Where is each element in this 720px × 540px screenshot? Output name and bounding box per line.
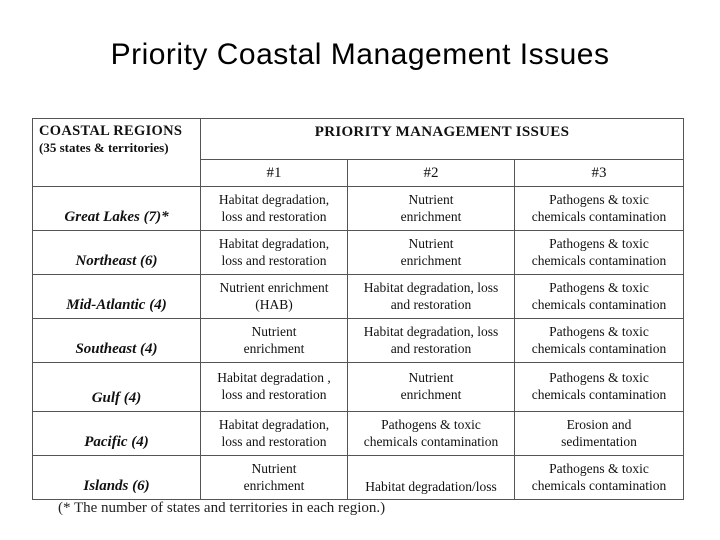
issue-cell <box>515 363 684 412</box>
issue-text-line: loss and restoration <box>221 252 327 268</box>
issue-cell <box>348 412 515 456</box>
issue-cell <box>348 319 515 363</box>
issue-cell <box>515 275 684 319</box>
issue-text-line: chemicals contamination <box>531 252 667 268</box>
issue-cell <box>201 187 348 231</box>
issue-text-line: Nutrient <box>251 323 297 339</box>
issue-cell <box>515 231 684 275</box>
table-row <box>33 412 684 456</box>
issue-text-line: chemicals contamination <box>531 208 667 224</box>
issue-cell <box>515 412 684 456</box>
issue-cell <box>201 363 348 412</box>
issue-text-line: chemicals contamination <box>531 477 667 493</box>
issue-cell <box>201 412 348 456</box>
issue-text-line: loss and restoration <box>221 433 327 449</box>
issue-text-line: Habitat degradation , <box>217 370 331 386</box>
table-row <box>33 456 684 500</box>
issue-text-line: Habitat degradation, loss <box>363 279 499 295</box>
issue-text-line: chemicals contamination <box>363 433 499 449</box>
table-row <box>33 363 684 412</box>
issue-cell <box>348 231 515 275</box>
issue-text-line: Habitat degradation/loss <box>365 479 497 495</box>
issue-cell <box>515 187 684 231</box>
issue-text-line: chemicals contamination <box>531 387 667 402</box>
issue-text-line: sedimentation <box>561 433 637 449</box>
issue-cell <box>515 456 684 500</box>
rank-header: #2 <box>348 160 515 187</box>
issue-text-line: Nutrient <box>408 191 454 207</box>
issue-text-line: Pathogens & toxic <box>549 460 649 476</box>
issue-text-line: and restoration <box>390 340 472 356</box>
footnote: (* The number of states and territories in each region.) <box>58 500 386 516</box>
issue-text-line: enrichment <box>243 340 305 356</box>
issue-cell <box>348 363 515 412</box>
issue-text-line: enrichment <box>400 252 462 268</box>
rank-header: #1 <box>201 160 348 187</box>
issue-text-line: Nutrient <box>408 370 454 386</box>
region-cell: Southeast (4) <box>33 319 201 363</box>
issue-text-line: enrichment <box>243 477 305 493</box>
issue-text-line: chemicals contamination <box>531 340 667 356</box>
region-cell: Great Lakes (7)* <box>33 187 201 231</box>
issue-cell <box>201 275 348 319</box>
region-cell: Northeast (6) <box>33 231 201 275</box>
issue-text-line: loss and restoration <box>221 387 327 402</box>
region-cell: Islands (6) <box>33 456 201 500</box>
issue-text-line: Habitat degradation, loss <box>363 323 499 339</box>
issue-text-line: chemicals contamination <box>531 296 667 312</box>
issue-text-line: enrichment <box>400 208 462 224</box>
issue-text-line: Pathogens & toxic <box>549 323 649 339</box>
priority-issues-table <box>32 118 684 500</box>
slide-title: Priority Coastal Management Issues <box>110 38 610 71</box>
table-row <box>33 231 684 275</box>
issue-cell <box>348 275 515 319</box>
coastal-regions-header-title: COASTAL REGIONS <box>39 123 183 139</box>
issue-text-line: Habitat degradation, <box>218 235 330 251</box>
issue-cell <box>201 456 348 500</box>
issue-cell <box>348 187 515 231</box>
issue-cell <box>201 231 348 275</box>
region-cell: Mid-Atlantic (4) <box>33 275 201 319</box>
issue-text-line: Nutrient enrichment <box>219 279 329 295</box>
region-cell: Gulf (4) <box>33 363 201 412</box>
issue-cell <box>348 456 515 500</box>
coastal-regions-header-subtitle: (35 states & territories) <box>39 140 169 156</box>
issue-text-line: Habitat degradation, <box>218 416 330 432</box>
priority-issues-header: PRIORITY MANAGEMENT ISSUES <box>201 119 684 160</box>
issue-text-line: Pathogens & toxic <box>381 416 481 432</box>
issue-text-line: loss and restoration <box>221 208 327 224</box>
issue-text-line: Erosion and <box>566 416 632 432</box>
region-cell: Pacific (4) <box>33 412 201 456</box>
table-row <box>33 187 684 231</box>
issue-text-line: enrichment <box>400 387 462 402</box>
issue-text-line: Pathogens & toxic <box>549 235 649 251</box>
coastal-regions-header <box>33 119 201 187</box>
table-row <box>33 275 684 319</box>
issue-text-line: Habitat degradation, <box>218 191 330 207</box>
issue-text-line: Nutrient <box>408 235 454 251</box>
issue-text-line: Pathogens & toxic <box>549 191 649 207</box>
issue-cell <box>201 319 348 363</box>
table-row <box>33 319 684 363</box>
issue-text-line: (HAB) <box>255 296 293 312</box>
issue-text-line: Nutrient <box>251 460 297 476</box>
issue-text-line: Pathogens & toxic <box>549 370 649 386</box>
issue-cell <box>515 319 684 363</box>
rank-header: #3 <box>515 160 684 187</box>
issue-text-line: Pathogens & toxic <box>549 279 649 295</box>
issue-text-line: and restoration <box>390 296 472 312</box>
